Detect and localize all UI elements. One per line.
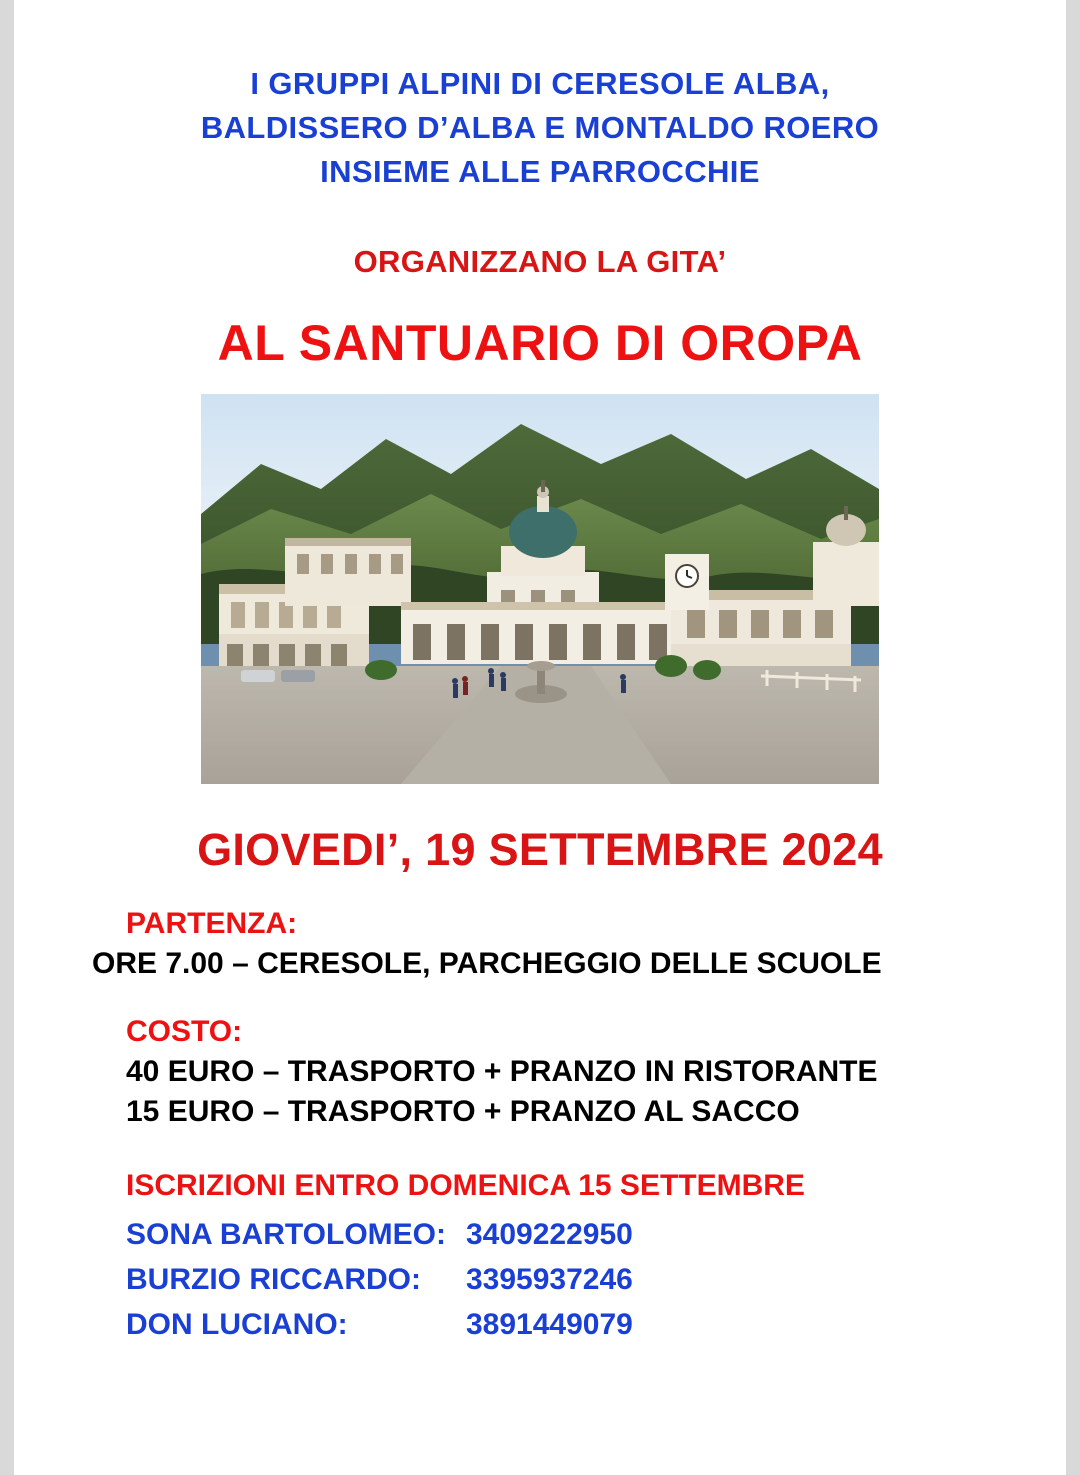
cost-option-1: 40 EURO – TRASPORTO + PRANZO IN RISTORANTE — [126, 1055, 878, 1088]
page-title: AL SANTUARIO DI OROPA — [217, 315, 863, 371]
page-left-margin — [0, 0, 14, 1475]
contact-name: DON LUCIANO: — [126, 1308, 348, 1341]
details-block — [14, 904, 1066, 1347]
poster-sheet — [14, 0, 1066, 1475]
cost-option-2: 15 EURO – TRASPORTO + PRANZO AL SACCO — [126, 1095, 800, 1128]
event-date: GIOVEDI’, 19 SETTEMBRE 2024 — [197, 824, 883, 875]
cost-label: COSTO: — [126, 1015, 243, 1048]
contact-phone[interactable]: 3395937246 — [466, 1263, 633, 1296]
header-line-2: BALDISSERO D’ALBA E MONTALDO ROERO — [200, 110, 880, 145]
contact-row — [126, 1257, 1026, 1302]
contact-name: SONA BARTOLOMEO: — [126, 1218, 446, 1251]
contact-name: BURZIO RICCARDO: — [126, 1263, 421, 1296]
page-right-margin — [1066, 0, 1080, 1475]
contacts-list — [126, 1212, 1026, 1347]
header-line-3: INSIEME ALLE PARROCCHIE — [320, 154, 760, 189]
registration-deadline: ISCRIZIONI ENTRO DOMENICA 15 SETTEMBRE — [126, 1169, 805, 1202]
contact-row — [126, 1302, 1026, 1347]
departure-label: PARTENZA: — [126, 907, 298, 940]
sanctuary-photo-illustration — [201, 394, 879, 784]
sanctuary-photo — [201, 394, 879, 784]
contact-phone[interactable]: 3891449079 — [466, 1308, 633, 1341]
contact-phone[interactable]: 3409222950 — [466, 1218, 633, 1251]
departure-detail: ORE 7.00 – CERESOLE, PARCHEGGIO DELLE SCUOLE — [92, 947, 882, 980]
header-line-1: I GRUPPI ALPINI DI CERESOLE ALBA, — [250, 66, 830, 101]
organizzano-line: ORGANIZZANO LA GITA’ — [353, 244, 727, 279]
poster-content — [14, 0, 1066, 1347]
contact-row — [126, 1212, 1026, 1257]
